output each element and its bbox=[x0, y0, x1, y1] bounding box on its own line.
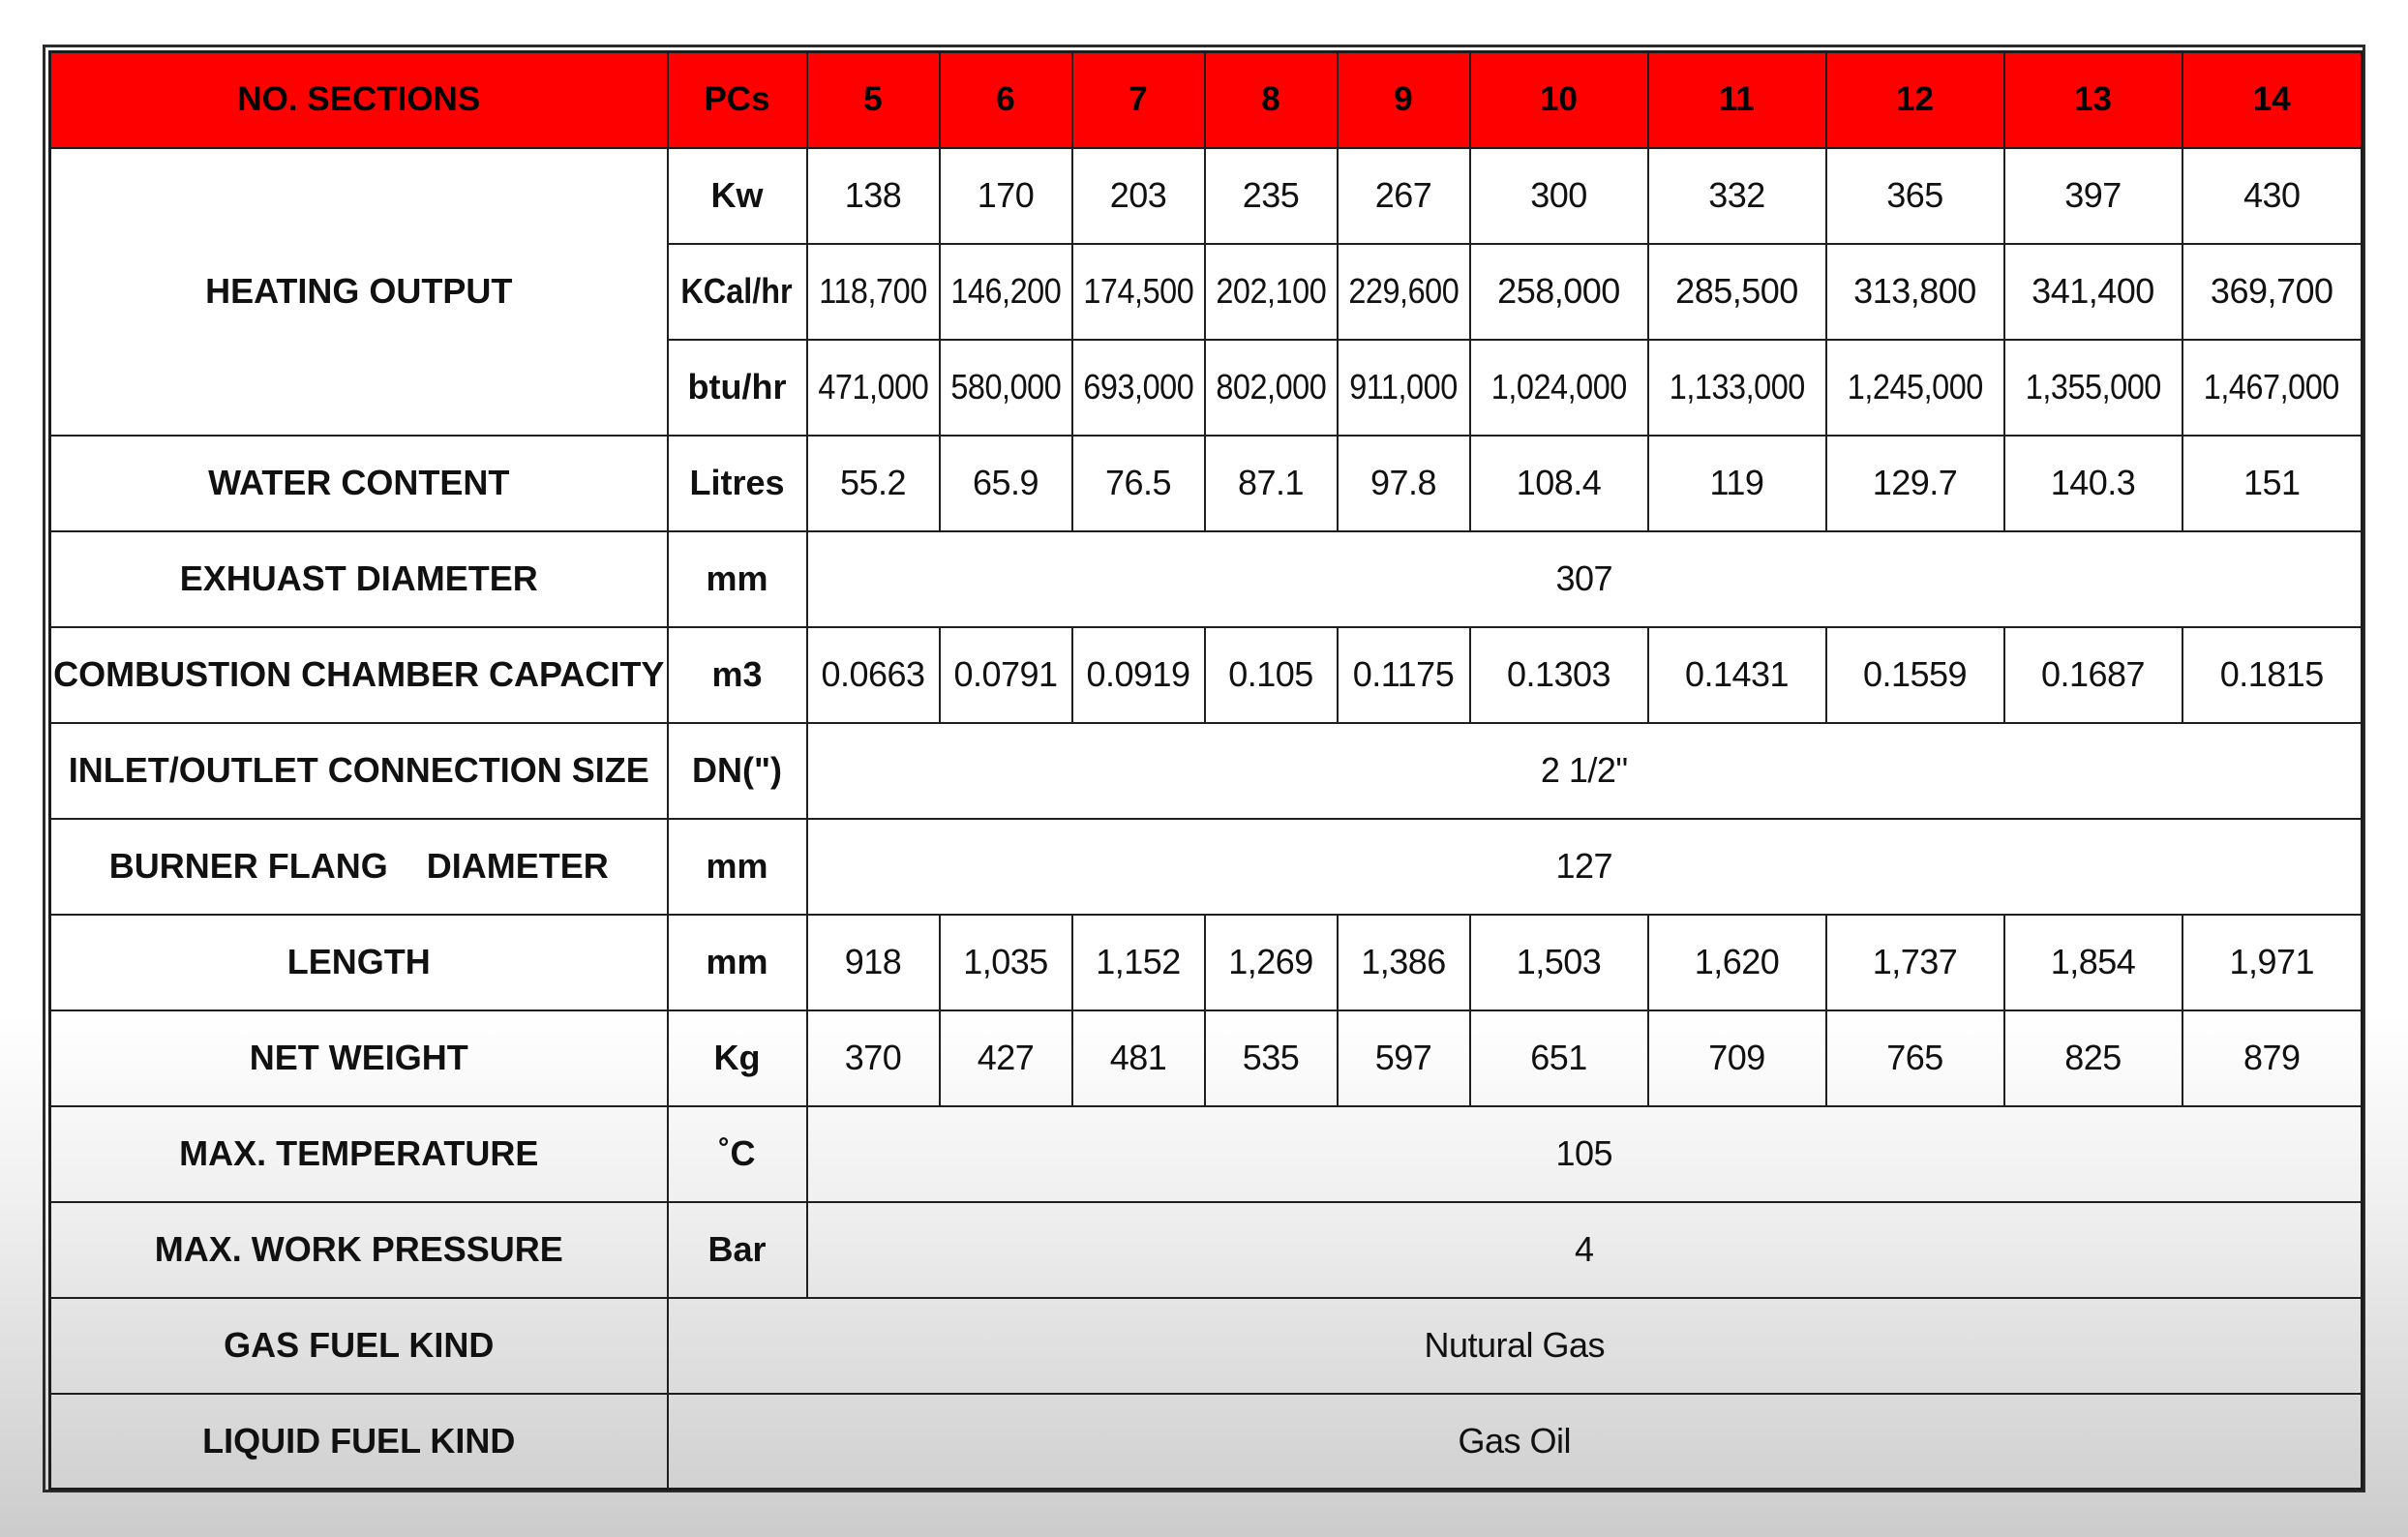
net-weight-cell: 709 bbox=[1648, 1010, 1826, 1106]
connection-size-unit: DN(") bbox=[668, 723, 807, 819]
connection-size-value: 2 1/2" bbox=[807, 723, 2363, 819]
net-weight-cell: 597 bbox=[1338, 1010, 1470, 1106]
burner-flange-value: 127 bbox=[807, 819, 2363, 915]
heating-kw-cell: 170 bbox=[940, 148, 1072, 244]
heating-kcal-cell: 118,700 bbox=[807, 244, 940, 340]
table-row-max-pressure bbox=[50, 1202, 2363, 1298]
heating-btu-unit: btu/hr bbox=[668, 340, 807, 436]
net-weight-cell: 427 bbox=[940, 1010, 1072, 1106]
header-section: 9 bbox=[1338, 52, 1470, 148]
combustion-chamber-cell: 0.105 bbox=[1205, 627, 1338, 723]
table-row-max-temperature bbox=[50, 1106, 2363, 1202]
heating-kw-unit: Kw bbox=[668, 148, 807, 244]
water-content-cell: 108.4 bbox=[1470, 436, 1648, 531]
max-pressure-unit: Bar bbox=[668, 1202, 807, 1298]
combustion-chamber-cell: 0.0791 bbox=[940, 627, 1072, 723]
net-weight-cell: 370 bbox=[807, 1010, 940, 1106]
length-label: LENGTH bbox=[50, 915, 668, 1010]
water-content-cell: 65.9 bbox=[940, 436, 1072, 531]
header-section: 7 bbox=[1072, 52, 1205, 148]
boiler-spec-table bbox=[48, 50, 2363, 1491]
heating-kcal-cell: 258,000 bbox=[1470, 244, 1648, 340]
exhaust-diameter-value: 307 bbox=[807, 531, 2363, 627]
length-cell: 1,620 bbox=[1648, 915, 1826, 1010]
table-row-heating-kw bbox=[50, 148, 2363, 244]
length-cell: 1,503 bbox=[1470, 915, 1648, 1010]
heating-btu-cell: 1,245,000 bbox=[1826, 340, 2004, 436]
heating-kcal-cell: 229,600 bbox=[1338, 244, 1470, 340]
water-content-cell: 55.2 bbox=[807, 436, 940, 531]
heating-btu-cell: 471,000 bbox=[807, 340, 940, 436]
heating-kcal-cell: 369,700 bbox=[2182, 244, 2363, 340]
net-weight-cell: 765 bbox=[1826, 1010, 2004, 1106]
table-row-burner-flange bbox=[50, 819, 2363, 915]
heating-output-label: HEATING OUTPUT bbox=[50, 148, 668, 436]
combustion-chamber-cell: 0.1303 bbox=[1470, 627, 1648, 723]
heating-kw-cell: 203 bbox=[1072, 148, 1205, 244]
combustion-chamber-cell: 0.1559 bbox=[1826, 627, 2004, 723]
heating-kw-cell: 235 bbox=[1205, 148, 1338, 244]
heating-kw-cell: 365 bbox=[1826, 148, 2004, 244]
header-section: 11 bbox=[1648, 52, 1826, 148]
combustion-chamber-label: COMBUSTION CHAMBER CAPACITY bbox=[50, 627, 668, 723]
heating-btu-cell: 1,133,000 bbox=[1648, 340, 1826, 436]
max-pressure-value: 4 bbox=[807, 1202, 2363, 1298]
heating-kw-cell: 430 bbox=[2182, 148, 2363, 244]
gas-fuel-value: Nutural Gas bbox=[668, 1298, 2363, 1394]
header-section: 8 bbox=[1205, 52, 1338, 148]
heating-btu-cell: 802,000 bbox=[1205, 340, 1338, 436]
heating-kcal-unit: KCal/hr bbox=[668, 244, 807, 340]
length-unit: mm bbox=[668, 915, 807, 1010]
combustion-chamber-cell: 0.1815 bbox=[2182, 627, 2363, 723]
heating-kw-cell: 397 bbox=[2004, 148, 2182, 244]
header-section: 14 bbox=[2182, 52, 2363, 148]
heating-kcal-cell: 174,500 bbox=[1072, 244, 1205, 340]
table-row-net-weight bbox=[50, 1010, 2363, 1106]
net-weight-unit: Kg bbox=[668, 1010, 807, 1106]
header-section: 12 bbox=[1826, 52, 2004, 148]
table-row-exhaust-diameter bbox=[50, 531, 2363, 627]
heating-btu-cell: 1,355,000 bbox=[2004, 340, 2182, 436]
header-section: 13 bbox=[2004, 52, 2182, 148]
liquid-fuel-label: LIQUID FUEL KIND bbox=[50, 1394, 668, 1490]
combustion-chamber-unit: m3 bbox=[668, 627, 807, 723]
table-row-connection-size bbox=[50, 723, 2363, 819]
water-content-cell: 129.7 bbox=[1826, 436, 2004, 531]
net-weight-cell: 481 bbox=[1072, 1010, 1205, 1106]
combustion-chamber-cell: 0.1431 bbox=[1648, 627, 1826, 723]
length-cell: 1,971 bbox=[2182, 915, 2363, 1010]
burner-flange-label: BURNER FLANG DIAMETER bbox=[50, 819, 668, 915]
length-cell: 1,386 bbox=[1338, 915, 1470, 1010]
water-content-cell: 119 bbox=[1648, 436, 1826, 531]
length-cell: 1,035 bbox=[940, 915, 1072, 1010]
combustion-chamber-cell: 0.1687 bbox=[2004, 627, 2182, 723]
gas-fuel-label: GAS FUEL KIND bbox=[50, 1298, 668, 1394]
header-section: 6 bbox=[940, 52, 1072, 148]
header-section: 5 bbox=[807, 52, 940, 148]
water-content-cell: 151 bbox=[2182, 436, 2363, 531]
table-row-water-content bbox=[50, 436, 2363, 531]
connection-size-label: INLET/OUTLET CONNECTION SIZE bbox=[50, 723, 668, 819]
max-temperature-label: MAX. TEMPERATURE bbox=[50, 1106, 668, 1202]
heating-btu-cell: 911,000 bbox=[1338, 340, 1470, 436]
heating-kw-cell: 138 bbox=[807, 148, 940, 244]
net-weight-cell: 651 bbox=[1470, 1010, 1648, 1106]
water-content-cell: 140.3 bbox=[2004, 436, 2182, 531]
max-pressure-label: MAX. WORK PRESSURE bbox=[50, 1202, 668, 1298]
header-unit: PCs bbox=[668, 52, 807, 148]
combustion-chamber-cell: 0.1175 bbox=[1338, 627, 1470, 723]
water-content-unit: Litres bbox=[668, 436, 807, 531]
water-content-cell: 76.5 bbox=[1072, 436, 1205, 531]
length-cell: 1,152 bbox=[1072, 915, 1205, 1010]
header-section: 10 bbox=[1470, 52, 1648, 148]
net-weight-label: NET WEIGHT bbox=[50, 1010, 668, 1106]
header-label: NO. SECTIONS bbox=[50, 52, 668, 148]
water-content-label: WATER CONTENT bbox=[50, 436, 668, 531]
heating-btu-cell: 1,467,000 bbox=[2182, 340, 2363, 436]
combustion-chamber-cell: 0.0663 bbox=[807, 627, 940, 723]
table-row-length bbox=[50, 915, 2363, 1010]
heating-btu-cell: 1,024,000 bbox=[1470, 340, 1648, 436]
net-weight-cell: 825 bbox=[2004, 1010, 2182, 1106]
heating-btu-cell: 693,000 bbox=[1072, 340, 1205, 436]
heating-kcal-cell: 285,500 bbox=[1648, 244, 1826, 340]
liquid-fuel-value: Gas Oil bbox=[668, 1394, 2363, 1490]
heating-kw-cell: 267 bbox=[1338, 148, 1470, 244]
heating-kcal-cell: 202,100 bbox=[1205, 244, 1338, 340]
heating-kw-cell: 332 bbox=[1648, 148, 1826, 244]
table-row-gas-fuel bbox=[50, 1298, 2363, 1394]
heating-kcal-cell: 341,400 bbox=[2004, 244, 2182, 340]
net-weight-cell: 879 bbox=[2182, 1010, 2363, 1106]
length-cell: 918 bbox=[807, 915, 940, 1010]
table-header-row bbox=[50, 52, 2363, 148]
table-row-combustion-chamber bbox=[50, 627, 2363, 723]
water-content-cell: 97.8 bbox=[1338, 436, 1470, 531]
exhaust-diameter-label: EXHUAST DIAMETER bbox=[50, 531, 668, 627]
heating-btu-cell: 580,000 bbox=[940, 340, 1072, 436]
water-content-cell: 87.1 bbox=[1205, 436, 1338, 531]
heating-kw-cell: 300 bbox=[1470, 148, 1648, 244]
max-temperature-unit: ˚C bbox=[668, 1106, 807, 1202]
table-row-liquid-fuel bbox=[50, 1394, 2363, 1490]
net-weight-cell: 535 bbox=[1205, 1010, 1338, 1106]
heating-kcal-cell: 313,800 bbox=[1826, 244, 2004, 340]
max-temperature-value: 105 bbox=[807, 1106, 2363, 1202]
burner-flange-unit: mm bbox=[668, 819, 807, 915]
length-cell: 1,737 bbox=[1826, 915, 2004, 1010]
length-cell: 1,269 bbox=[1205, 915, 1338, 1010]
exhaust-diameter-unit: mm bbox=[668, 531, 807, 627]
combustion-chamber-cell: 0.0919 bbox=[1072, 627, 1205, 723]
heating-kcal-cell: 146,200 bbox=[940, 244, 1072, 340]
length-cell: 1,854 bbox=[2004, 915, 2182, 1010]
